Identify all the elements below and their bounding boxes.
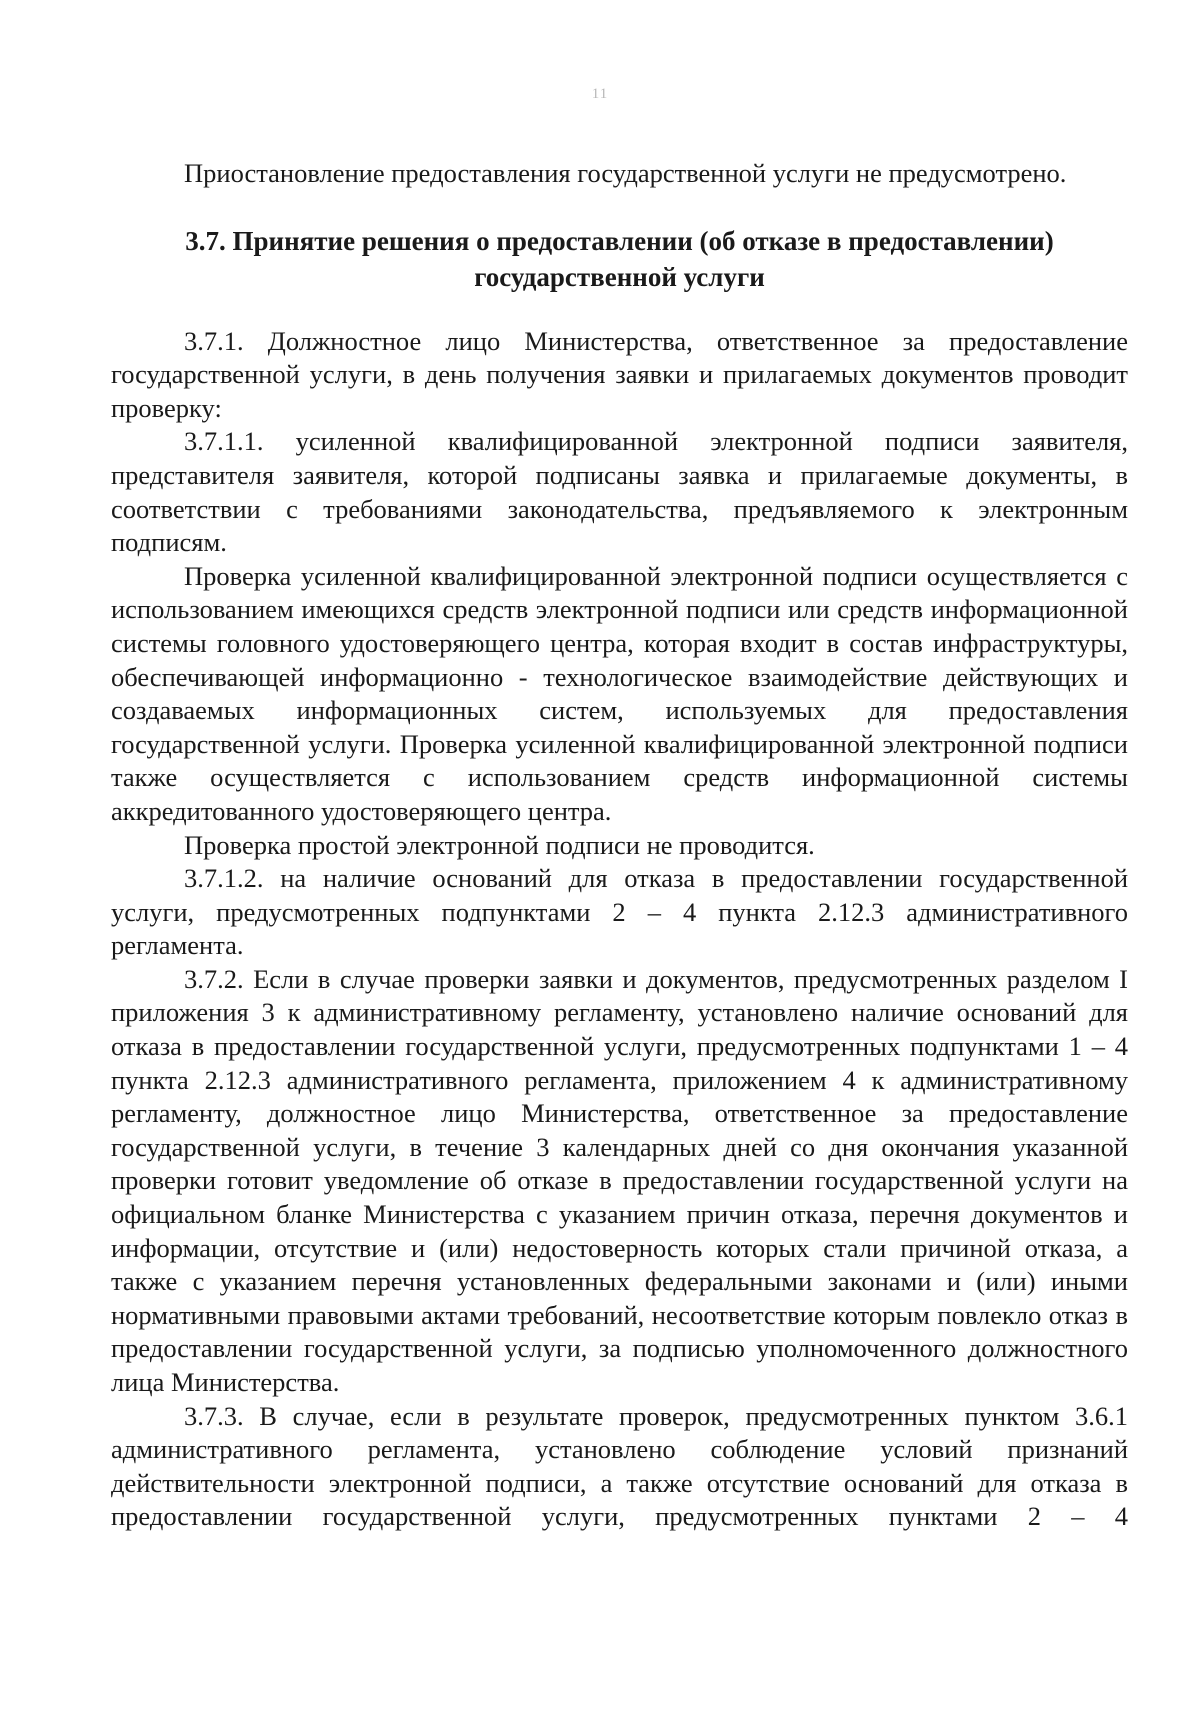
intro-paragraph: Приостановление предоставления государственной услуги не предусмотрено. — [184, 158, 1067, 188]
paragraph-signature-check: Проверка усиленной квалифицированной электронной подписи осуществляется с использованием имеющихся средств электронной подписи или средств информационной системы головного удостоверяющего центра, которая входит в состав инфраструктуры, обеспечивающей информационно - технологическое взаимодействие действующих и создаваемых информационных систем, используемых для предоставления государственной услуги. Проверка усиленной квалифицированной электронной подписи также осуществляется с использованием средств информационной системы аккредитованного удостоверяющего центра. — [111, 560, 1128, 826]
paragraph-3-7-2: 3.7.2. Если в случае проверки заявки и документов, предусмотренных разделом I приложения 3 к административному регламенту, установлено наличие оснований для отказа в предоставлении государственной услуги, предусмотренных подпунктами 1 – 4 пункта 2.12.3 административного регламента, приложением 4 к административному регламенту, должностное лицо Министерства, ответственное за предоставление государственной услуги, в течение 3 календарных дней со дня окончания указанной проверки готовит уведомление об отказе в предоставлении государственной услуги на официальном бланке Министерства с указанием причин отказа, перечня документов и информации, отсутствие и (или) недостоверность которых стали причиной отказа, а также с указанием перечня установленных федеральными законами и (или) иными нормативными правовыми актами требований, несоответствие которым повлекло отказ в предоставлении государственной услуги, за подписью уполномоченного должностного лица Министерства. — [111, 963, 1128, 1397]
document-body — [111, 157, 1128, 1534]
section-heading-line-1: 3.7. Принятие решения о предоставлении (об отказе в предоставлении) — [185, 225, 1054, 256]
paragraph-simple-signature: Проверка простой электронной подписи не проводится. — [184, 829, 815, 860]
section-heading-line-2: государственной услуги — [474, 261, 765, 292]
paragraph-3-7-1-1: 3.7.1.1. усиленной квалифицированной электронной подписи заявителя, представителя заявителя, которой подписаны заявка и прилагаемые документы, в соответствии с требованиями законодательства, предъявляемого к электронным подписям. — [111, 426, 1128, 558]
page-number: 11 — [591, 86, 609, 102]
section-heading — [111, 223, 1128, 295]
paragraph-3-7-1: 3.7.1. Должностное лицо Министерства, ответственное за предоставление государственной услуги, в день получения заявки и прилагаемых документов проводит проверку: — [111, 325, 1128, 423]
paragraph-3-7-1-2: 3.7.1.2. на наличие оснований для отказа в предоставлении государственной услуги, предусмотренных подпунктами 2 – 4 пункта 2.12.3 административного регламента. — [111, 863, 1128, 961]
paragraph-3-7-3: 3.7.3. В случае, если в результате проверок, предусмотренных пунктом 3.6.1 административного регламента, установлено соблюдение условий признаний действительности электронной подписи, а также отсутствие оснований для отказа в предоставлении государственной услуги, предусмотренных пунктами 2 – 4 — [111, 1400, 1128, 1532]
